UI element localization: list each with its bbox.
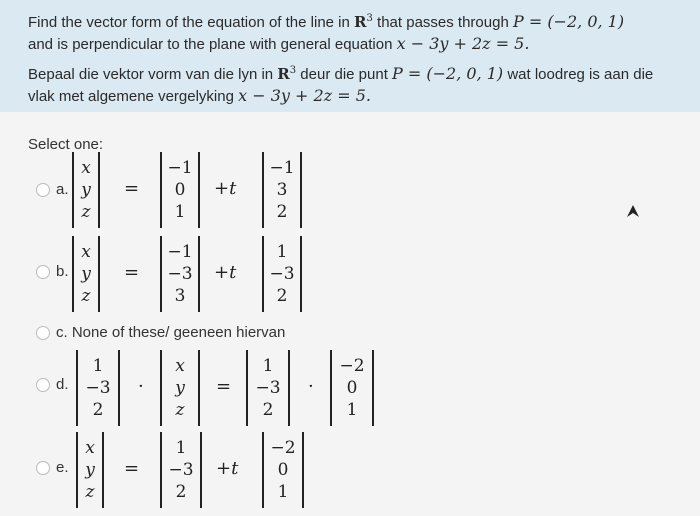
option-e-direction-vector — [262, 432, 304, 508]
vector-entry: x — [175, 355, 185, 376]
option-e-lhs-vector — [76, 432, 104, 508]
vector-entry: 1 — [175, 437, 187, 458]
vector-entry: y — [81, 179, 91, 200]
dot-operator: · — [308, 376, 314, 397]
option-e-point-vector — [160, 432, 202, 508]
question-text: and is perpendicular to the plane with general equation — [28, 36, 397, 53]
vector-entry: 0 — [346, 377, 358, 398]
vector-entry: −1 — [269, 157, 295, 178]
option-b-letter: b. — [56, 263, 69, 280]
vector-entry: 1 — [92, 355, 104, 376]
vector-entry: −3 — [167, 263, 193, 284]
option-c-letter: c. — [56, 324, 68, 341]
vector-entry: 2 — [276, 201, 288, 222]
select-one-label: Select one: — [28, 136, 104, 153]
vector-entry: 3 — [174, 285, 186, 306]
option-b-radio[interactable] — [36, 265, 50, 279]
vector-entry: 1 — [262, 355, 274, 376]
vector-entry: 0 — [277, 459, 289, 480]
option-b-direction-vector — [262, 236, 302, 312]
superscript: 3 — [289, 65, 297, 76]
mouse-cursor-icon — [626, 204, 640, 218]
vector-entry: z — [81, 201, 91, 222]
vector-entry: 0 — [174, 179, 186, 200]
vector-entry: y — [85, 459, 95, 480]
vector-entry: −3 — [168, 459, 194, 480]
vector-entry: −3 — [255, 377, 281, 398]
vector-entry: 1 — [174, 201, 186, 222]
vector-entry: y — [81, 263, 91, 284]
option-d-normal-vector — [76, 350, 120, 426]
question-text: Bepaal die vektor vorm van die lyn in — [28, 66, 278, 83]
vector-entry: z — [81, 285, 91, 306]
option-d-point-vector — [330, 350, 374, 426]
reals-symbol: R — [277, 65, 290, 83]
question-en-line-2 — [28, 34, 529, 53]
vector-entry: 2 — [262, 399, 274, 420]
question-text: vlak met algemene vergelyking — [28, 88, 239, 105]
vector-entry: −1 — [167, 157, 193, 178]
option-a-direction-vector — [262, 152, 302, 228]
vector-entry: 1 — [277, 481, 289, 502]
vector-entry: −1 — [167, 241, 193, 262]
plane-equation: x − 3y + 2z = 5. — [238, 86, 371, 105]
point-p: P = (−2, 0, 1) — [392, 64, 504, 83]
vector-entry: 1 — [346, 399, 358, 420]
vector-entry: z — [85, 481, 95, 502]
question-en-line-1 — [28, 12, 624, 31]
option-d-letter: d. — [56, 376, 69, 393]
question-af-line-2 — [28, 86, 371, 105]
question-text: Find the vector form of the equation of the line in — [28, 14, 355, 31]
vector-entry: −3 — [85, 377, 111, 398]
option-c-label: None of these/ geeneen hiervan — [71, 324, 286, 341]
equals-sign: = — [124, 262, 140, 283]
option-e-radio[interactable] — [36, 461, 50, 475]
point-p: P = (−2, 0, 1) — [512, 12, 625, 31]
option-d-lhs-vector — [160, 350, 200, 426]
question-panel — [0, 0, 700, 112]
vector-entry: −2 — [270, 437, 296, 458]
question-text: deur die punt — [296, 66, 393, 83]
option-d-normal-vector-rhs — [246, 350, 290, 426]
vector-entry: 3 — [276, 179, 288, 200]
option-a-letter: a. — [56, 181, 69, 198]
option-c-radio[interactable] — [36, 326, 50, 340]
option-b-lhs-vector — [72, 236, 100, 312]
question-text: wat loodreg is aan die — [503, 66, 654, 83]
dot-operator: · — [138, 376, 144, 397]
option-a-point-vector — [160, 152, 200, 228]
vector-entry: x — [81, 157, 91, 178]
plus-t: +t — [214, 262, 237, 283]
option-c-text-wrap — [56, 324, 285, 341]
vector-entry: x — [85, 437, 95, 458]
option-b-point-vector — [160, 236, 200, 312]
option-d-radio[interactable] — [36, 378, 50, 392]
equals-sign: = — [216, 376, 232, 397]
vector-entry: −3 — [269, 263, 295, 284]
question-text: that passes through — [372, 14, 513, 31]
superscript: 3 — [366, 13, 373, 24]
equals-sign: = — [124, 458, 140, 479]
vector-entry: x — [81, 241, 91, 262]
option-a-lhs-vector — [72, 152, 100, 228]
question-af-line-1 — [28, 64, 653, 83]
option-a-radio[interactable] — [36, 183, 50, 197]
vector-entry: −2 — [339, 355, 365, 376]
vector-entry: y — [175, 377, 185, 398]
reals-symbol: R — [354, 13, 367, 31]
vector-entry: 1 — [276, 241, 288, 262]
vector-entry: 2 — [175, 481, 187, 502]
vector-entry: 2 — [92, 399, 104, 420]
option-e-letter: e. — [56, 459, 69, 476]
vector-entry: z — [175, 399, 185, 420]
plus-t: +t — [216, 458, 239, 479]
plane-equation: x − 3y + 2z = 5. — [396, 34, 530, 53]
equals-sign: = — [124, 178, 140, 199]
plus-t: +t — [214, 178, 237, 199]
vector-entry: 2 — [276, 285, 288, 306]
